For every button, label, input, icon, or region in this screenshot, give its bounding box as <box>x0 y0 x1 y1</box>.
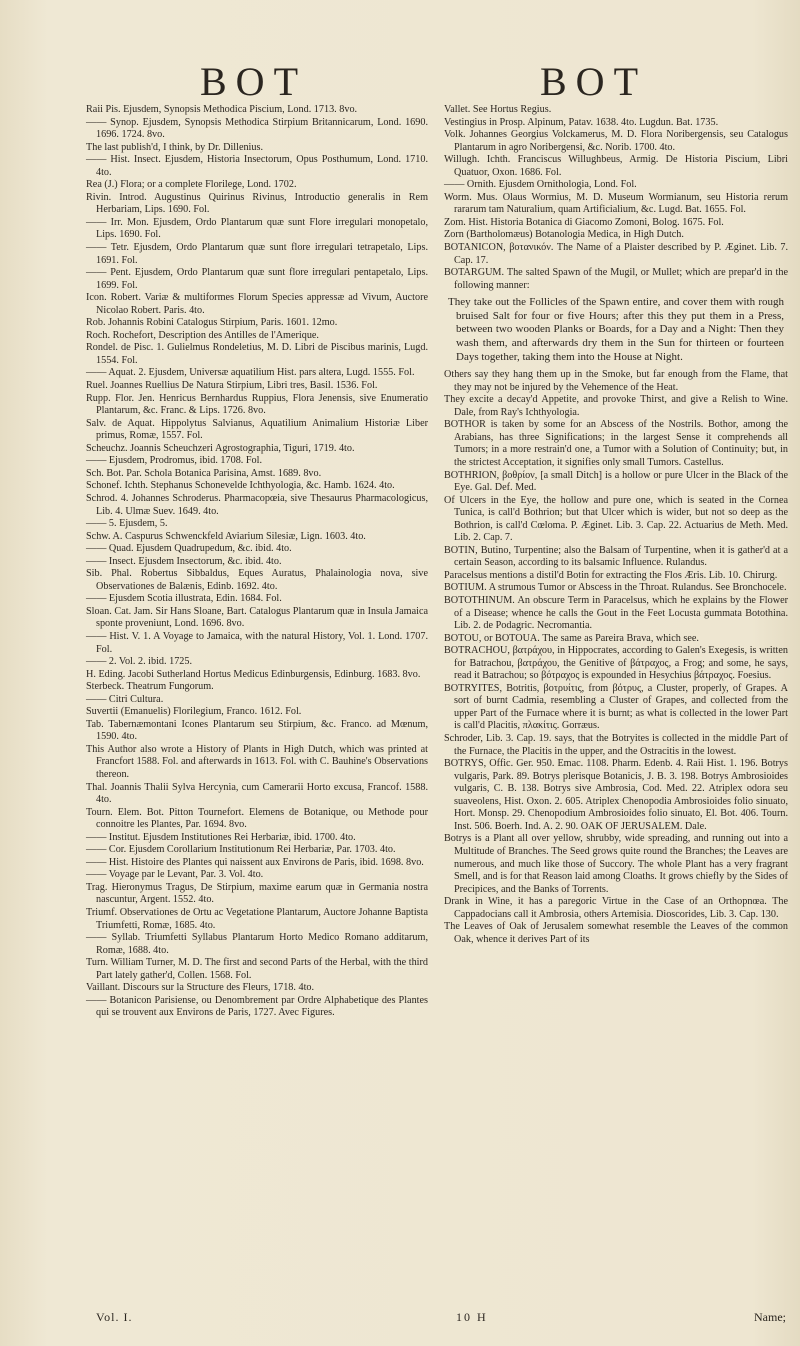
entry-paragraph: BOTHOR is taken by some for an Abscess of the Nostrils. Bothor, among the Arabians, has three Significations; in the largest Sense it comprehends all Tumors; in a more restrain'd one, a Tumor with a Solution of Continuity; but, in the strictest Acceptation, it signifies only small Tumors. Castellus. <box>444 419 788 468</box>
entry-paragraph: Scheuchz. Joannis Scheuchzeri Agrostographia, Tiguri, 1719. 4to. <box>86 442 355 454</box>
entry-paragraph: —— Hist. Histoire des Plantes qui naissent aux Environs de Paris, ibid. 1698. 8vo. <box>86 856 424 868</box>
entry-paragraph: Roch. Rochefort, Description des Antilles de l'Amerique. <box>86 329 319 341</box>
entry-paragraph: Zorn (Bartholomæus) Botanologia Medica, in High Dutch. <box>444 229 684 241</box>
entry-paragraph: Turn. William Turner, M. D. The first and second Parts of the Herbal, with the third Part lately gather'd, Collen. 1568. Fol. <box>86 957 428 981</box>
entry-paragraph: Vestingius in Prosp. Alpinum, Patav. 1638. 4to. Lugdun. Bat. 1735. <box>444 116 719 128</box>
entry-paragraph: Sterbeck. Theatrum Fungorum. <box>86 681 214 693</box>
entry-paragraph: Worm. Mus. Olaus Wormius, M. D. Museum Wormianum, seu Historia rerum rararum tam Naturalium, quam Artificialium, &c. Lugd. Bat. 1655. Fol. <box>444 191 788 216</box>
volume-number: Vol. I. <box>96 1310 133 1324</box>
entry-paragraph: BOTIUM. A strumous Tumor or Abscess in the Throat. Rulandus. See Bronchocele. <box>444 582 787 594</box>
entry-paragraph: —— Irr. Mon. Ejusdem, Ordo Plantarum quæ sunt Flore irregulari monopetalo, Lips. 1690. Fol. <box>86 216 428 241</box>
entry-paragraph: BOTIN, Butino, Turpentine; also the Balsam of Turpentine, when it is gather'd at a certain Season, according to its balsamic Influence. Rulandus. <box>444 544 788 569</box>
signature-mark: 10 H <box>456 1310 488 1324</box>
entry-paragraph: This Author also wrote a History of Plants in High Dutch, which was printed at Francfort 1588. Fol. and afterwards in 1613. Fol. with C. Bauhine's Observations thereon. <box>86 743 428 780</box>
left-column <box>86 104 428 1020</box>
entry-paragraph: Trag. Hieronymus Tragus, De Stirpium, maxime earum quæ in Germania nostra nascuntur, Argent. 1552. 4to. <box>86 881 428 906</box>
entry-paragraph: Rivin. Introd. Augustinus Quirinus Rivinus, Introductio generalis in Rem Herbariam, Lips. 1690. Fol. <box>86 191 428 216</box>
running-head-right: BOT <box>540 59 647 104</box>
entry-paragraph: —— Voyage par le Levant, Par. 3. Vol. 4to. <box>86 869 264 881</box>
entry-paragraph: Triumf. Observationes de Ortu ac Vegetatione Plantarum, Auctore Johanne Baptista Triumfetti, Romæ, 1685. 4to. <box>86 907 428 931</box>
entry-paragraph: BOTARGUM. The salted Spawn of the Mugil, or Mullet; which are prepar'd in the following manner: <box>444 267 788 291</box>
entry-paragraph: —— Aquat. 2. Ejusdem, Universæ aquatilium Hist. pars altera, Lugd. 1555. Fol. <box>86 367 415 379</box>
entry-paragraph: Sib. Phal. Robertus Sibbaldus, Eques Auratus, Phalainologia nova, sive Observationes de Balænis, Edinb. 1692. 4to. <box>86 568 428 592</box>
entry-paragraph: Tab. Tabernæmontani Icones Plantarum seu Stirpium, &c. Franco. ad Mœnum, 1590. 4to. <box>86 718 428 743</box>
entry-paragraph: Tourn. Elem. Bot. Pitton Tournefort. Elemens de Botanique, ou Methode pour connoitre les Plantes, Par. 1694. 8vo. <box>86 806 428 831</box>
entry-paragraph: Rupp. Flor. Jen. Henricus Bernhardus Ruppius, Flora Jenensis, sive Enumeratio Plantarum, &c. Franc. & Lips. 1726. 8vo. <box>86 392 428 417</box>
entry-paragraph: BOTRYS, Offic. Ger. 950. Emac. 1108. Pharm. Edenb. 4. Raii Hist. 1. 196. Botrys vulgaris, Park. 89. Botrys plerisque Botanicis, J. B. 3. 198. Botrys Ambrosioides vulgaris, C. B. 138. Botrys sive Ambrosia, Cod. Med. 22. Atriplex odora seu suaveolens, Hist. Oxon. 2. 605. Atriplex Chenopodia Ambrosioides folio sinuato, Hort. Monsp. 29. Chenopodium Ambrosioides folio sinuato, El. Bot. 406. Tourn. Inst. 506. Boerh. Ind. A. 2. 90. OAK OF JERUSALEM. Dale. <box>444 758 788 832</box>
entry-paragraph: —— Botanicon Parisiense, ou Denombrement par Ordre Alphabetique des Plantes qui se trouvent aux Environs de Paris, 1727. Avec Figures. <box>86 994 428 1019</box>
entry-paragraph: —— Quad. Ejusdem Quadrupedum, &c. ibid. 4to. <box>86 543 292 555</box>
entry-paragraph: BOTOTHINUM. An obscure Term in Paracelsus, which he explains by the Flower of a Disease; whence he calls the Gout in the Feet Locusta gummata Botothina. Lib. 2. de Podagric. Necromantia. <box>444 595 788 632</box>
entry-paragraph: Vallet. See Hortus Regius. <box>444 104 552 115</box>
entry-paragraph: BOTRYITES, Botritis, βοτρυίτις, from βότρυς, a Cluster, properly, of Grapes. A sort of burnt Cadmia, resembling a Cluster of Grapes, and collected from the upper Part of the Furnace where it is burnt; as what is collected in the lower Part is call'd Placitis, πλακίτις. Gorræus. <box>444 682 788 732</box>
entry-paragraph: Sloan. Cat. Jam. Sir Hans Sloane, Bart. Catalogus Plantarum quæ in Insula Jamaica sponte proveniunt, Lond. 1696. 8vo. <box>86 605 428 630</box>
running-head <box>0 58 800 108</box>
entry-paragraph: —— Citri Cultura. <box>86 693 164 705</box>
entry-paragraph: The Leaves of Oak of Jerusalem somewhat resemble the Leaves of the common Oak, whence it derives Part of its <box>444 921 788 945</box>
entry-paragraph: Paracelsus mentions a distil'd Botin for extracting the Flos Æris. Lib. 10. Chirurg. <box>444 569 778 581</box>
entry-paragraph: The last publish'd, I think, by Dr. Dillenius. <box>86 141 263 153</box>
entry-paragraph: Sch. Bot. Par. Schola Botanica Parisina, Amst. 1689. 8vo. <box>86 467 322 479</box>
entry-paragraph: Ruel. Joannes Ruellius De Natura Stirpium, Libri tres, Basil. 1536. Fol. <box>86 380 378 392</box>
entry-paragraph: Rea (J.) Flora; or a complete Florilege, Lond. 1702. <box>86 179 297 191</box>
entry-paragraph: Schw. A. Caspurus Schwenckfeld Aviarium Silesiæ, Lign. 1603. 4to. <box>86 530 366 542</box>
entry-paragraph: H. Eding. Jacobi Sutherland Hortus Medicus Edinburgensis, Edinburg. 1683. 8vo. <box>86 668 421 680</box>
entry-paragraph: Salv. de Aquat. Hippolytus Salvianus, Aquatilium Animalium Historiæ Liber primus, Romæ, 1557. Fol. <box>86 417 428 442</box>
entry-paragraph: —— Ejusdem Scotia illustrata, Edin. 1684. Fol. <box>86 593 282 605</box>
entry-paragraph: Suvertii (Emanuelis) Florilegium, Franco. 1612. Fol. <box>86 706 302 718</box>
running-head-left: BOT <box>200 59 307 104</box>
entry-paragraph: They excite a decay'd Appetite, and provoke Thirst, and give a Relish to Wine. Dale, from Ray's Ichthyologia. <box>444 394 788 418</box>
entry-paragraph: They take out the Follicles of the Spawn entire, and cover them with rough bruised Salt for four or five Hours; after this they put them in a Press, between two wooden Planks or Boards, for a Day and a Night: Then they wash them, and afterwards dry them in the Sun for thirteen or fourteen Days together, taking them into the House at Night. <box>448 296 784 363</box>
entry-paragraph: Rondel. de Pisc. 1. Gulielmus Rondeletius, M. D. Libri de Piscibus marinis, Lugd. 1554. Fol. <box>86 342 428 366</box>
entry-paragraph: Volk. Johannes Georgius Volckamerus, M. D. Flora Noribergensis, seu Catalogus Plantarum in agro Noribergensi, &c. Norib. 1700. 4to. <box>444 129 788 153</box>
entry-paragraph: Others say they hang them up in the Smoke, but far enough from the Flame, that they may not be injured by the Vehemence of the Heat. <box>444 369 788 393</box>
entry-paragraph: —— Institut. Ejusdem Institutiones Rei Herbariæ, ibid. 1700. 4to. <box>86 831 356 843</box>
entry-paragraph: Rob. Johannis Robini Catalogus Stirpium, Paris. 1601. 12mo. <box>86 317 338 329</box>
entry-paragraph: Schroder, Lib. 3. Cap. 19. says, that the Botryites is collected in the middle Part of the Furnace, the Placitis in the upper, and the Ostracitis in the lowest. <box>444 733 788 757</box>
entry-paragraph: Drank in Wine, it has a paregoric Virtue in the Case of an Orthopnœa. The Cappadocians call it Ambrosia, others Artemisia. Dioscorides, Lib. 3. Cap. 130. <box>444 896 788 920</box>
entry-paragraph: Zom. Hist. Historia Botanica di Giacomo Zomoni, Bolog. 1675. Fol. <box>444 216 724 228</box>
entry-paragraph: Raii Pis. Ejusdem, Synopsis Methodica Piscium, Lond. 1713. 8vo. <box>86 104 358 115</box>
entry-paragraph: —— 2. Vol. 2. ibid. 1725. <box>86 656 193 668</box>
entry-paragraph: —— Synop. Ejusdem, Synopsis Methodica Stirpium Britannicarum, Lond. 1690. 1696. 1724. 8vo. <box>86 116 428 141</box>
entry-paragraph: BOTANICON, βοτανικόν. The Name of a Plaister described by P. Æginet. Lib. 7. Cap. 17. <box>444 242 788 266</box>
entry-paragraph: Thal. Joannis Thalii Sylva Hercynia, cum Camerarii Horto excusa, Francof. 1588. 4to. <box>86 781 428 806</box>
entry-paragraph: —— Ejusdem, Prodromus, ibid. 1708. Fol. <box>86 455 263 467</box>
entry-paragraph: Willugh. Ichth. Franciscus Willughbeus, Armig. De Historia Piscium, Libri Quatuor, Oxon. 1686. Fol. <box>444 154 788 178</box>
right-column <box>444 104 788 946</box>
entry-paragraph: —— Ornith. Ejusdem Ornithologia, Lond. Fol. <box>444 179 637 191</box>
entry-paragraph: —— Hist. Insect. Ejusdem, Historia Insectorum, Opus Posthumum, Lond. 1710. 4to. <box>86 154 428 178</box>
entry-paragraph: —— Pent. Ejusdem, Ordo Plantarum quæ sunt flore irregulari pentapetalo, Lips. 1699. Fol. <box>86 267 428 291</box>
entry-paragraph: —— 5. Ejusdem, 5. <box>86 518 168 530</box>
entry-paragraph: Of Ulcers in the Eye, the hollow and pure one, which is seated in the Cornea Tunica, is call'd Bothrion; but that Ulcer which is wider, but not so deep as the Bothrion, is call'd Cœloma. P. Æginet. Lib. 3. Cap. 22. Actuarius de Meth. Med. Lib. 2. Cap. 7. <box>444 494 788 544</box>
entry-paragraph: Schrod. 4. Johannes Schroderus. Pharmacopœia, sive Thesaurus Pharmacologicus, Lib. 4. Ulmæ Suev. 1649. 4to. <box>86 492 428 517</box>
entry-paragraph: —— Syllab. Triumfetti Syllabus Plantarum Horto Medico Romano additarum, Romæ, 1688. 4to. <box>86 932 428 956</box>
entry-paragraph: Vaillant. Discours sur la Structure des Fleurs, 1718. 4to. <box>86 982 315 994</box>
entry-paragraph: BOTOU, or BOTOUA. The same as Pareira Brava, which see. <box>444 632 699 644</box>
entry-paragraph: Botrys is a Plant all over yellow, shrubby, wide spreading, and running out into a Multitude of Branches. The Seed grows quite round the Branches; the Leaves are numerous, and much like those of Succory. The whole Plant has a very fragrant Smell, and is for that Reason laid among Cloaths. It grows chiefly by the Sides of Precipices, and the Banks of Torrents. <box>444 833 788 895</box>
entry-paragraph: —— Insect. Ejusdem Insectorum, &c. ibid. 4to. <box>86 555 282 567</box>
entry-paragraph: —— Tetr. Ejusdem, Ordo Plantarum quæ sunt flore irregulari tetrapetalo, Lips. 1691. Fol. <box>86 242 428 266</box>
entry-paragraph: —— Cor. Ejusdem Corollarium Institutionum Rei Herbariæ, Par. 1703. 4to. <box>86 844 396 856</box>
entry-paragraph: BOTRACHOU, βατράχου, in Hippocrates, according to Galen's Exegesis, is written for Batrachou, βατράχου, the Genitive of βάτραχος, a Frog; and some, he says, read it Batrachou; so βότραχος is expounded in Hesychius βάτραχος. Foesius. <box>444 645 788 682</box>
catchword: Name; <box>754 1310 786 1324</box>
entry-paragraph: Icon. Robert. Variæ & multiformes Florum Species appressæ ad Vivum, Auctore Nicolao Robert. Paris. 4to. <box>86 292 428 316</box>
entry-paragraph: Schonef. Ichth. Stephanus Schonevelde Ichthyologia, &c. Hamb. 1624. 4to. <box>86 480 395 492</box>
entry-paragraph: —— Hist. V. 1. A Voyage to Jamaica, with the natural History, Vol. 1. Lond. 1707. Fol. <box>86 630 428 655</box>
entry-paragraph: BOTHRION, βοθρίον, [a small Ditch] is a hollow or pure Ulcer in the Black of the Eye. Gal. Def. Med. <box>444 469 788 494</box>
